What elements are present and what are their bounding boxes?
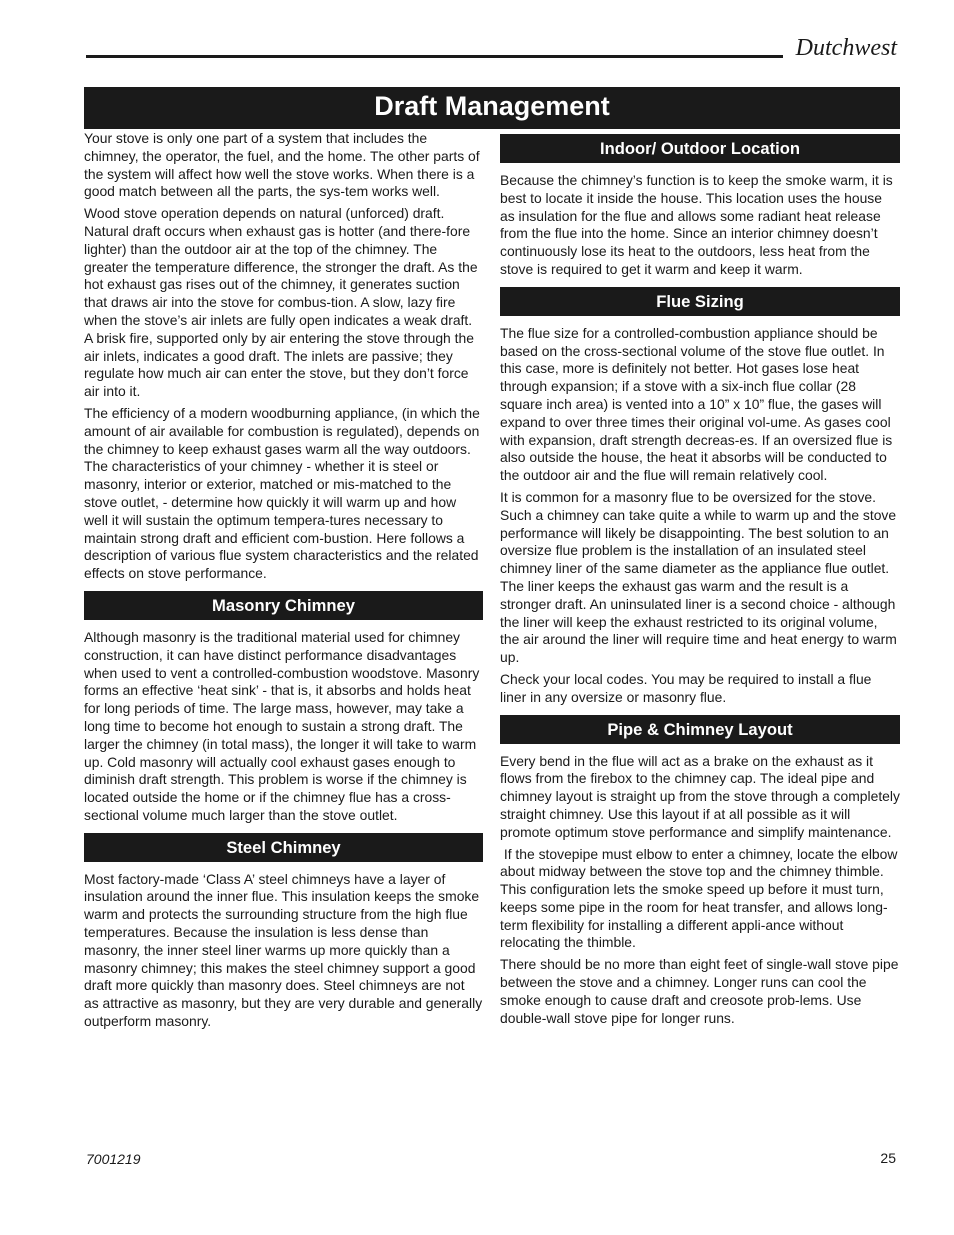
intro-paragraph-2: Wood stove operation depends on natural (unforced) draft. Natural draft occurs when exhaust gas is hotter (and there-fore lighter) than the outdoor air at the top of the chimney. The greater the temperature difference, the stronger the draft. As the hot exhaust gas rises out of the chimney, it generates suction that draws air into the stove for combus-tion. A slow, lazy fire when the stove’s air inlets are fully open indicates a weak draft. A brisk fire, supported only by air entering the stove through the air inlets, indicates a good draft. The inlets are passive; they regulate how much air can enter the stove, but they don’t force air into it. (84, 205, 478, 400)
section-heading-steel-chimney: Steel Chimney (84, 833, 483, 862)
left-column (84, 130, 483, 1035)
masonry-paragraph-1: Although masonry is the traditional material used for chimney construction, it can have distinct performance disadvantages when used to vent a controlled-combustion woodstove. Masonry forms an effective ‘heat sink’ - that is, it absorbs and holds heat for long periods of time. The large mass, however, may take a long time to become hot enough to sustain a strong draft. The larger the chimney (in total mass), the longer it will take to warm up. Cold masonry will actually cool exhaust gases enough to diminish draft strength. This problem is worse if the chimney is located outside the home or if the chimney flue has a cross-sectional volume much larger than the stove outlet. (84, 628, 480, 823)
brand-name: Dutchwest (795, 35, 897, 61)
location-paragraph-1: Because the chimney’s function is to keep the smoke warm, it is best to locate it inside the house. This location uses the house as insulation for the flue and allows some radiant heat release from the flue into the home. Since an interior chimney doesn’t continuously lose its heat to the outdoors, less heat from the stove is required to get it warm and keep it warm. (500, 172, 893, 277)
layout-paragraph-3: There should be no more than eight feet of single-wall stove pipe between the stove and a chimney. Longer runs can cool the smoke enough to cause draft and creosote prob-lems. Use double-wall stove pipe for longer runs. (500, 956, 899, 1026)
header-rule (86, 55, 783, 58)
flue-paragraph-3: Check your local codes. You may be required to install a flue liner in any oversize or masonry flue. (500, 670, 872, 705)
section-heading-masonry-chimney: Masonry Chimney (84, 591, 483, 620)
right-column (500, 134, 900, 1031)
section-heading-indoor-outdoor-location: Indoor/ Outdoor Location (500, 134, 900, 163)
section-heading-flue-sizing: Flue Sizing (500, 287, 900, 316)
steel-paragraph-1: Most factory-made ‘Class A’ steel chimneys have a layer of insulation around the inner flue. This insulation keeps the smoke warm and protects the surrounding structure from the high flue temperatures. Because the insulation is less dense than masonry, the inner steel liner warms up more quickly than a masonry chimney; this makes the steel chimney support a good draft more quickly than masonry does. Steel chimneys are not as attractive as masonry, but they are very durable and generally outperform masonry. (84, 870, 483, 1030)
section-heading-pipe-chimney-layout: Pipe & Chimney Layout (500, 715, 900, 744)
document-number: 7001219 (86, 1151, 141, 1167)
flue-paragraph-1: The flue size for a controlled-combustion appliance should be based on the cross-sectional volume of the stove flue outlet. In this case, more is definitely not better. Hot gases lose heat through expansion; if a stove with a six-inch flue collar (28 square inch area) is vented into a 10” x 10” flue, the gases will expand to over three times their original vol-ume. As gases cool with expansion, draft strength decreas-es. If an oversized flue is also outside the house, the heat it absorbs will be conducted to the outdoor air and the flue will remain relatively cool. (500, 324, 893, 484)
flue-paragraph-2: It is common for a masonry flue to be oversized for the stove. Such a chimney can take quite a while to warm up and the stove performance will likely be disappointing. The best solution to an oversize flue problem is the installation of an insulated steel chimney liner of the same diameter as the appliance flue outlet. The liner keeps the exhaust gas warm and the result is a stronger draft. An uninsulated liner is a second choice - although the liner will keep the exhaust restricted to its original volume, the air around the liner will require time and heat energy to warm up. (500, 488, 897, 666)
layout-paragraph-1: Every bend in the flue will act as a brake on the exhaust as it flows from the firebox to the chimney cap. The ideal pipe and chimney layout is straight up from the stove through a completely straight chimney. Use this layout if at all possible as it will promote optimum stove performance and simplify maintenance. (500, 752, 900, 840)
layout-paragraph-2: If the stovepipe must elbow to enter a chimney, locate the elbow about midway between the stove top and the chimney thimble. This configuration lets the smoke speed up before it must turn, keeps some pipe in the room for heat transfer, and allows long-term flexibility for installing a different appli-ance without relocating the thimble. (500, 845, 902, 951)
intro-paragraph-3: The efficiency of a modern woodburning appliance, (in which the amount of air available for combustion is regulated), depends on the chimney to keep exhaust gases warm all the way outdoors. The characteristics of your chimney - whether it is steel or masonry, interior or exterior, matched or mis-matched to the stove outlet, - determine how quickly it will warm up and how well it will sustain the optimum tempera-tures necessary to maintain strong draft and efficient com-bustion. Here follows a description of various flue system characteristics and the related effects on stove performance. (84, 404, 480, 582)
page-title: Draft Management (84, 87, 900, 129)
intro-paragraph-1: Your stove is only one part of a system that includes the chimney, the operator, the fuel, and the home. The other parts of the system will affect how well the stove works. When there is a good match between all the parts, the sys-tem works well. (84, 130, 480, 200)
page-number: 25 (880, 1150, 896, 1166)
